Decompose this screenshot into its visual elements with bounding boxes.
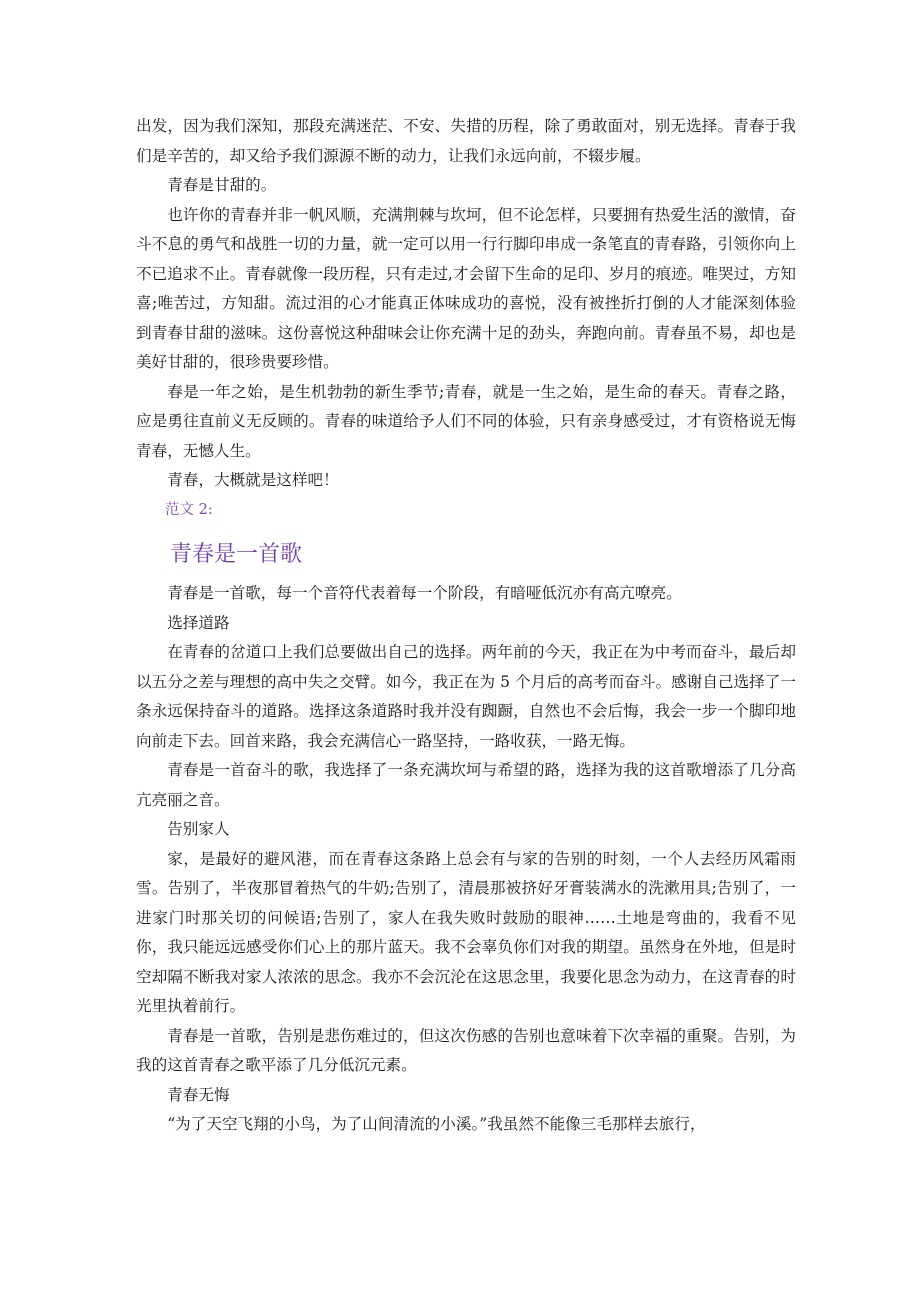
paragraph-quote: “为了天空飞翔的小鸟，为了山间清流的小溪。”我虽然不能像三毛那样去旅行， [167,1115,706,1133]
essay-title: 青春是一首歌 [170,542,303,567]
paragraph-continuation: 出发，因为我们深知，那段充满迷茫、不安、失措的历程，除了勇敢面对，别无选择。青春于我们是辛苦的，却又给予我们源源不断的动力，让我们永远向前，不辍步履。 [136,117,796,165]
paragraph: 青春是一首奋斗的歌，我选择了一条充满坎坷与希望的路，选择为我的这首歌增添了几分高亢亮丽之音。 [136,761,796,809]
paragraph-conclusion: 青春，大概就是这样吧！ [167,471,339,489]
paragraph: 青春是一首歌，告别是悲伤难过的，但这次伤感的告别也意味着下次幸福的重聚。告别，为我的这首青春之歌平添了几分低沉元素。 [136,1026,796,1074]
subheading-choose-road: 选择道路 [167,613,230,632]
subheading-no-regrets: 青春无悔 [167,1085,230,1104]
subheading-farewell-family: 告别家人 [167,820,230,838]
paragraph: 家，是最好的避风港，而在青春这条路上总会有与家的告别的时刻，一个人去经历风霜雨雪。告别了，半夜那冒着热气的牛奶;告别了，清晨那被挤好牙膏装满水的洗漱用具;告别了，一进家门时那关切的问候语;告别了，家人在我失败时鼓励的眼神……土地是弯曲的，我看不见你，我只能远远感受你们心上的那片蓝天。我不会辜负你们对我的期望。虽然身在外地，但是时空却隔不断我对家人浓浓的思念。我亦不会沉沦在这思念里，我要化思念为动力，在这青春的时光里执着前行。 [136,849,796,1015]
paragraph: 在青春的岔道口上我们总要做出自己的选择。两年前的今天，我正在为中考而奋斗，最后却以五分之差与理想的高中失之交臂。如今，我正在为 5 个月后的高考而奋斗。感谢自己选择了一条永远保持奋斗的道路。选择这条道路时我并没有踟蹰，自然也不会后悔，我会一步一个脚印地向前走下去。回首来路，我会充满信心一路坚持，一路收获，一路无悔。 [136,643,796,750]
paragraph: 春是一年之始，是生机勃勃的新生季节;青春，就是一生之始，是生命的春天。青春之路，应是勇往直前义无反顾的。青春的味道给予人们不同的体验，只有亲身感受过，才有资格说无悔青春，无憾人生。 [136,382,796,460]
paragraph: 也许你的青春并非一帆风顺，充满荆棘与坎坷，但不论怎样，只要拥有热爱生活的激情，奋斗不息的勇气和战胜一切的力量，就一定可以用一行行脚印串成一条笔直的青春路，引领你向上不已追求不止。青春就像一段历程，只有走过,才会留下生命的足印、岁月的痕迹。唯哭过，方知喜;唯苦过，方知甜。流过泪的心才能真正体味成功的喜悦，没有被挫折打倒的人才能深刻体验到青春甘甜的滋味。这份喜悦这种甜味会让你充满十足的劲头，奔跑向前。青春虽不易，却也是美好甘甜的，很珍贵要珍惜。 [136,205,796,371]
document-page [136,112,796,1140]
section-heading-sweet: 青春是甘甜的。 [167,176,277,194]
paragraph-intro: 青春是一首歌，每一个音符代表着每一个阶段，有暗哑低沉亦有高亢嘹亮。 [167,584,682,602]
sample-label: 范文 2: [165,501,213,518]
